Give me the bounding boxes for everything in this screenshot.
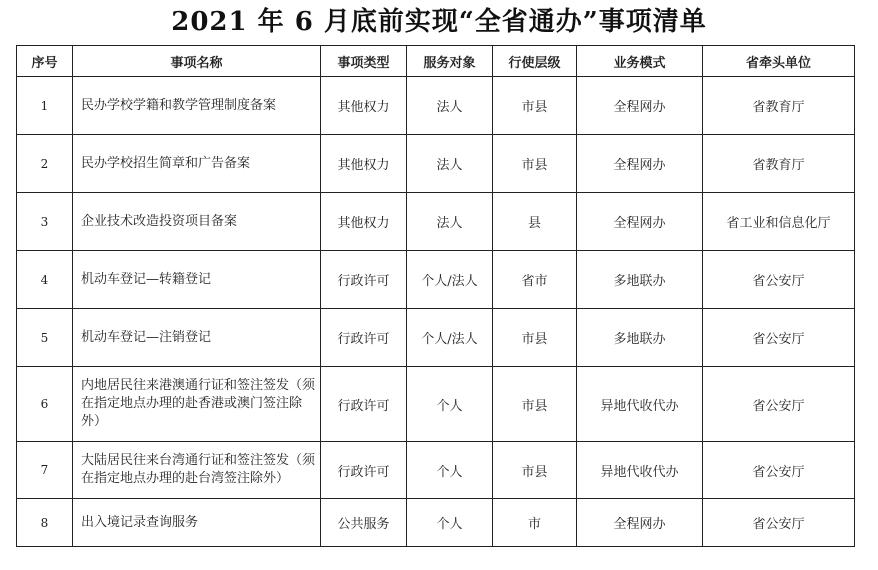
cell-mode: 全程网办 bbox=[577, 77, 703, 135]
cell-target: 个人 bbox=[407, 442, 493, 499]
cell-target: 法人 bbox=[407, 77, 493, 135]
cell-target: 个人 bbox=[407, 367, 493, 442]
cell-type: 其他权力 bbox=[321, 77, 407, 135]
cell-dept: 省公安厅 bbox=[703, 442, 855, 499]
cell-name: 内地居民往来港澳通行证和签注签发（须在指定地点办理的赴香港或澳门签注除外） bbox=[73, 367, 321, 442]
cell-dept: 省公安厅 bbox=[703, 251, 855, 309]
header-level: 行使层级 bbox=[493, 46, 577, 77]
cell-name: 机动车登记—转籍登记 bbox=[73, 251, 321, 309]
cell-mode: 异地代收代办 bbox=[577, 442, 703, 499]
document-title: 2021 年 6 月底前实现“全省通办”事项清单 bbox=[171, 7, 707, 37]
header-no: 序号 bbox=[17, 46, 73, 77]
table-row bbox=[17, 193, 855, 251]
cell-name: 大陆居民往来台湾通行证和签注签发（须在指定地点办理的赴台湾签注除外） bbox=[73, 442, 321, 499]
cell-no: 7 bbox=[17, 442, 73, 499]
header-dept: 省牵头单位 bbox=[703, 46, 855, 77]
cell-level: 省市 bbox=[493, 251, 577, 309]
table-row bbox=[17, 367, 855, 442]
table-row bbox=[17, 442, 855, 499]
cell-level: 市县 bbox=[493, 442, 577, 499]
cell-no: 5 bbox=[17, 309, 73, 367]
cell-no: 3 bbox=[17, 193, 73, 251]
header-type: 事项类型 bbox=[321, 46, 407, 77]
table-row bbox=[17, 77, 855, 135]
cell-level: 市 bbox=[493, 499, 577, 547]
cell-mode: 全程网办 bbox=[577, 499, 703, 547]
cell-name: 企业技术改造投资项目备案 bbox=[73, 193, 321, 251]
table-row bbox=[17, 251, 855, 309]
cell-target: 个人 bbox=[407, 499, 493, 547]
header-mode: 业务模式 bbox=[577, 46, 703, 77]
cell-no: 1 bbox=[17, 77, 73, 135]
cell-type: 公共服务 bbox=[321, 499, 407, 547]
cell-no: 6 bbox=[17, 367, 73, 442]
cell-type: 其他权力 bbox=[321, 193, 407, 251]
cell-target: 个人/法人 bbox=[407, 251, 493, 309]
cell-mode: 全程网办 bbox=[577, 193, 703, 251]
cell-dept: 省公安厅 bbox=[703, 309, 855, 367]
table-row bbox=[17, 309, 855, 367]
cell-mode: 全程网办 bbox=[577, 135, 703, 193]
cell-name: 机动车登记—注销登记 bbox=[73, 309, 321, 367]
cell-dept: 省教育厅 bbox=[703, 135, 855, 193]
cell-target: 个人/法人 bbox=[407, 309, 493, 367]
cell-name: 民办学校招生简章和广告备案 bbox=[73, 135, 321, 193]
cell-no: 4 bbox=[17, 251, 73, 309]
cell-no: 2 bbox=[17, 135, 73, 193]
header-target: 服务对象 bbox=[407, 46, 493, 77]
cell-name: 民办学校学籍和教学管理制度备案 bbox=[73, 77, 321, 135]
cell-mode: 异地代收代办 bbox=[577, 367, 703, 442]
cell-mode: 多地联办 bbox=[577, 251, 703, 309]
cell-type: 行政许可 bbox=[321, 367, 407, 442]
cell-level: 市县 bbox=[493, 135, 577, 193]
cell-no: 8 bbox=[17, 499, 73, 547]
cell-level: 市县 bbox=[493, 367, 577, 442]
cell-type: 行政许可 bbox=[321, 442, 407, 499]
table-row bbox=[17, 499, 855, 547]
cell-dept: 省公安厅 bbox=[703, 499, 855, 547]
cell-level: 市县 bbox=[493, 309, 577, 367]
cell-level: 县 bbox=[493, 193, 577, 251]
cell-dept: 省工业和信息化厅 bbox=[703, 193, 855, 251]
header-name: 事项名称 bbox=[73, 46, 321, 77]
table-row bbox=[17, 135, 855, 193]
cell-level: 市县 bbox=[493, 77, 577, 135]
cell-name: 出入境记录查询服务 bbox=[73, 499, 321, 547]
cell-type: 其他权力 bbox=[321, 135, 407, 193]
cell-dept: 省教育厅 bbox=[703, 77, 855, 135]
cell-type: 行政许可 bbox=[321, 251, 407, 309]
cell-dept: 省公安厅 bbox=[703, 367, 855, 442]
items-table bbox=[16, 45, 855, 547]
cell-target: 法人 bbox=[407, 135, 493, 193]
cell-mode: 多地联办 bbox=[577, 309, 703, 367]
cell-target: 法人 bbox=[407, 193, 493, 251]
cell-type: 行政许可 bbox=[321, 309, 407, 367]
header-row bbox=[17, 46, 855, 77]
